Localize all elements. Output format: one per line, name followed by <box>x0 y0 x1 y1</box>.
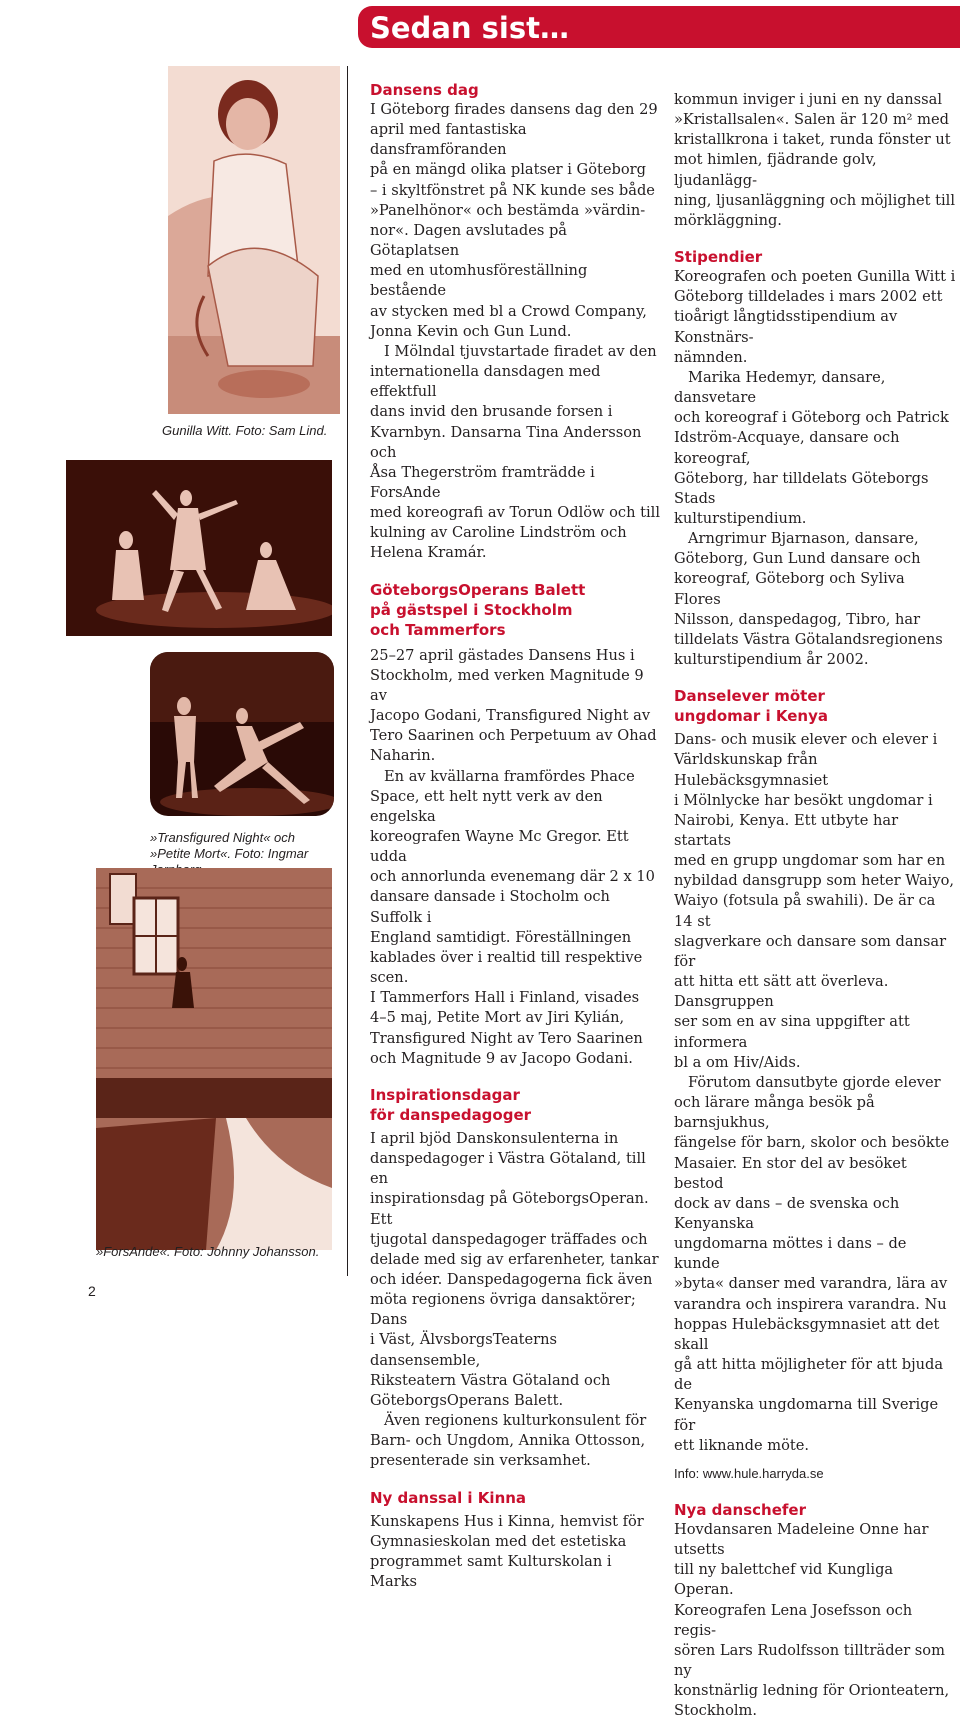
text-kinna-1: Kunskapens Hus i Kinna, hemvist för Gymnasieskolan med det estetiska programmet samt Kulturskolan i Marks <box>370 1512 644 1590</box>
text-inspiration-2: Även regionens kulturkonsulent för Barn- och Ungdom, Annika Ottosson, presenterade sin verksamhet. <box>370 1412 647 1470</box>
text-stipendier-3: Arngrimur Bjarnason, dansare, Göteborg, Gun Lund dansare och koreograf, Göteborg och Syliva Flores Nilsson, danspedagog, Tibro, har tilldelats Västra Götalandsregionens kulturstipendium år 2002. <box>674 530 943 669</box>
photo-forsande <box>96 868 332 1250</box>
text-inspiration-1: I april bjöd Danskonsulenterna in danspedagoger i Västra Götaland, till en inspirationsdag på GöteborgsOperan. Ett tjugotal danspedagoger träffades och delade med sig av erfarenheter, tankar och idéer. Danspedagogerna fick även möta regionens övriga dansaktörer; Dans i Väst, ÄlvsborgsTeaterns dansensemble, Riksteatern Västra Götaland och GöteborgsOperans Balett. <box>370 1129 659 1409</box>
photo-transfigured-night <box>150 652 334 816</box>
caption-photo3: »Transfigured Night« och »Petite Mort«. Foto: Ingmar <box>150 830 309 861</box>
text-dansens-dag-2: I Mölndal tjuvstartade firadet av den internationella dansdagen med effektfull dans invid den brusande forsen i Kvarnbyn. Dansarna Tina Andersson och Åsa Thegerström framträdde i ForsAnde med koreografi av Torun Odlöw och till kulning av Caroline Lindström och Helena Kramár. <box>370 342 661 562</box>
photo-dancers-stage <box>66 460 332 636</box>
section-banner <box>358 6 960 48</box>
column-1 <box>370 80 660 1592</box>
text-balett-2: En av kvällarna framfördes Phace Space, ett helt nytt verk av den engelska koreografen Wayne Mc Gregor. Ett udda och annorlunda evenemang där 2 x 10 dansare dansade i Stocholm och Suffolk i England samtidigt. Föreställningen kablades över i realtid till respektive scen. I Tammerfors Hall i Finland, visades 4–5 maj, Petite Mort av Jiri Kylián, Transfigured Night av Tero Saarinen och Magnitude 9 av Jacopo Godani. <box>370 767 655 1067</box>
text-kenya-1: Dans- och musik elever och elever i Världskunskap från Hulebäcksgymnasiet i Mölnlycke har besökt ungdomar i Nairobi, Kenya. Ett utbyte har startats med en grupp ungdomar som har en nybildad dansgrupp som heter Waiyo, Waiyo (fotsula på swahili). De är ca 14 st slagverkare och dansare som dansar för att hitta ett sätt att överleva. Dansgruppen ser som en av sina uppgifter att informera bl a om Hiv/Aids. <box>674 731 954 1071</box>
text-stipendier-1: Koreografen och poeten Gunilla Witt i Göteborg tilldelades i mars 2002 ett tioårigt långtidsstipendium av Konstnärs- nämnden. <box>674 268 956 366</box>
page-number: 2 <box>88 1283 96 1299</box>
text-balett-1: 25–27 april gästades Dansens Hus i Stockholm, med verken Magnitude 9 av Jacopo Godani, Transfigured Night av Tero Saarinen och Perpetuum av Ohad Naharin. <box>370 646 657 765</box>
heading-kenya: Danselever möter ungdomar i Kenya <box>674 687 828 726</box>
column-divider <box>347 66 348 1276</box>
column-2 <box>674 90 956 1722</box>
text-stipendier-2: Marika Hedemyr, dansare, dansvetare och koreograf i Göteborg och Patrick Idström-Acquaye, dansare och koreograf, Göteborg, har tilldelats Göteborgs Stads kulturstipendium. <box>674 368 949 527</box>
heading-danschefer: Nya danschefer <box>674 1501 806 1519</box>
heading-stipendier: Stipendier <box>674 248 763 267</box>
photo-gunilla-witt <box>168 66 340 414</box>
text-kenya-2: Förutom dansutbyte gjorde elever och lärare många besök på barnsjukhus, fängelse för barn, skolor och besökte Masaier. En stor del av besöket bestod dock av dans – de svenska och Kenyanska ungdomarna möttes i dans – de kunde »byta« danser med varandra, lära av varandra och inspirera varandra. Nu hoppas Hulebäcksgymnasiet att det skall gå att hitta möjligheter för att bjuda de Kenyanska ungdomarna till Sverige för ett liknande möte. <box>674 1073 950 1454</box>
text-danschefer-1: Hovdansaren Madeleine Onne har utsetts till ny balettchef vid Kungliga Operan. Koreografen Lena Josefsson och regis- sören Lars Rudolfsson tillträder som ny konstnärlig ledning för Orionteatern, Stockholm. <box>674 1521 950 1720</box>
caption-photo1: Gunilla Witt. Foto: Sam Lind. <box>162 423 328 438</box>
heading-inspiration: Inspirationsdagar för danspedagoger <box>370 1085 532 1124</box>
caption-photo4: »ForsAnde«. Foto: Johnny Johansson. <box>96 1244 320 1259</box>
section-title: Sedan sist… <box>370 11 569 45</box>
heading-kinna: Ny danssal i Kinna <box>370 1488 527 1507</box>
text-kinna-continued: kommun inviger i juni en ny danssal »Kristallsalen«. Salen är 120 m² med kristallkrona i taket, runda fönster ut mot himlen, fjädrande golv, ljudanlägg- ning, ljusanläggning och möjlighet till mörkläggning. <box>674 91 955 229</box>
heading-balett: GöteborgsOperans Balett på gästspel i Stockholm och Tammerfors <box>370 580 586 639</box>
heading-dansens-dag: Dansens dag <box>370 81 479 99</box>
kenya-info-link[interactable]: Info: www.hule.harryda.se <box>674 1465 824 1481</box>
text-dansens-dag-1: I Göteborg firades dansens dag den 29 april med fantastiska dansframföranden på en mängd olika platser i Göteborg – i skyltfönstret på NK kunde ses både »Panelhönor« och bestämda »värdin- nor«. Dagen avslutades på Götaplatsen med en utomhusföreställning bestående av stycken med bl a Crowd Company, Jonna Kevin och Gun Lund. <box>370 101 658 340</box>
